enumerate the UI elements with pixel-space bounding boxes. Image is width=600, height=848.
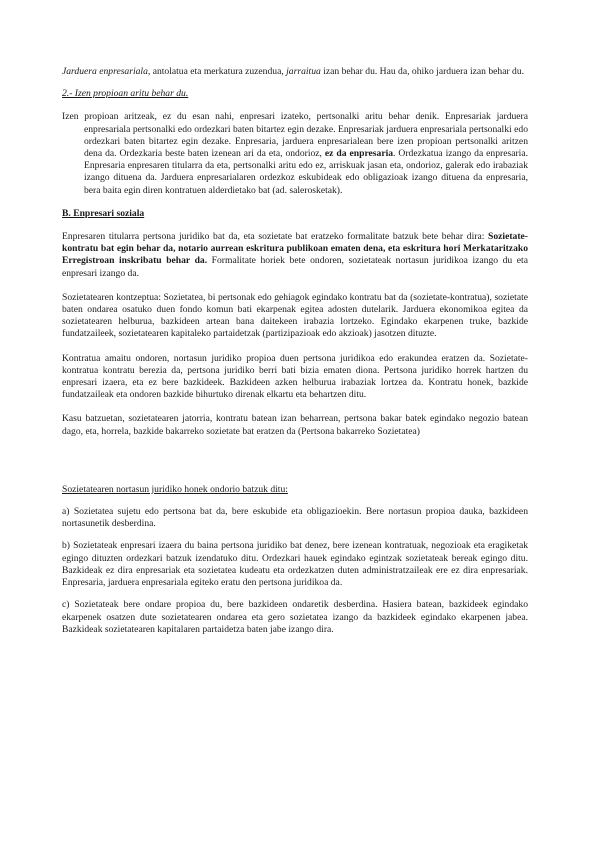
paragraph-company-concept: Sozietatearen kontzeptua: Sozietatea, bi pertsonak edo gehiagok egindako kontratu bat da (sozietate-kontratua), sozietate baten ondarea osatuko duen fondo komun bati ekarpenak egitea adosten dutelarik. Jarduera ekonomikoa egitea da sozietatearen helburua, bazkideen artean bana daitekeen irabazia lortzeko. Egindako ekarpenen truke, bazkide fundatzaileek, sozietatearen kapitaleko partaidetzak (partizipazioak edo akzioak) jasotzen dituzte. [62,291,528,340]
list-item-b: b) Sozietateak enpresari izaera du baina pertsona juridiko bat denez, bere izenean kontratuak, negozioak eta eragiketak egingo dituzten ordezkari batzuk izendatuko ditu. Ordezkari hauek egindako egintzak sozietateak bereak egingo ditu. Bazkideak ez dira enpresariak eta sozietatea kudeatu eta ordezkatzen duten administratzaileak ere ez dira enpresariak. Enpresaria, jarduera enpresariala egiteko eratu den pertsona juridikoa da. [62,540,528,589]
text-segment: Formalitate horiek bete ondoren, sozietateak nortasun juridikoa izango du eta enpresari izango da. [62,255,528,279]
paragraph-single-member: Kasu batzuetan, sozietatearen jatorria, kontratu batean izan beharrean, pertsona bakar batek egindako negozio batean dago, eta, horrela, bazkide bakarreko sozietate bat eratzen da (Pertsona bakarreko Sozietatea) [62,413,528,437]
subheading-own-name: 2.- Izen propioan aritu behar du. [62,88,189,100]
text-segment: izan behar du. Hau da, ohiko jarduera izan behar du. [320,66,525,77]
list-item-c: c) Sozietateak bere ondare propioa du, bere bazkideen ondaretik desberdina. Hasiera batean, bazkideek egindako ekarpenek osatzen dute sozietatearen ondarea eta gero sozietatea izango da bazkideek egindako ekarpenen jabea. Bazkideak sozietatearen kapitalaren partaidetza baten jabe izango dira. [62,599,528,635]
paragraph-formalities [62,231,528,280]
term-jarraitua: jarraitua [286,66,321,77]
list-item-a: a) Sozietatea sujetu edo pertsona bat da, bere eskubide eta obligazioekin. Bere nortasun propioa dauka, bazkideen nortasunetik desberdina. [62,506,528,530]
document-page [62,66,528,636]
section-heading-social-entrepreneur: B. Enpresari soziala [62,207,145,219]
text-segment: Enpresaren titularra pertsona juridiko bat da, eta sozietate bat eratzeko formalitate batzuk bete behar dira: [62,231,489,243]
heading-consequences: Sozietatearen nortasun juridiko honek ondorio batzuk ditu: [62,483,288,495]
text-segment: Izen propioan aritzeak, ez du esan nahi, enpresari izateko, pertsonalki aritu behar denik. Enpresariak jarduera enpresariala pertsonalki edo ordezkari baten bitartez egin dezake. Enpresariak jarduera enpresariala pertsonalki edo ordezkari baten bitartez egin dezake. Enpresaria, jarduera enpresarialean bere izen propioan pertsonalki aritzen dena da. Ordezkaria beste baten izenean ari da eta, ondorioz, [62,111,528,160]
paragraph-contract-end: Kontratua amaitu ondoren, nortasun juridiko propioa duen pertsona juridikoa edo erakundea eratzen da. Sozietate-kontratua kontratu berezia da, pertsona juridiko berri bati bizia ematen diona. Pertsona juridiko horrek hartzen du enpresari izaera, eta ez bere bazkideek. Bazkideen azken helburua irabaziak lortzea da. Kontratu honek, bazkide fundatzaileak eta ondoren bazkide bihurtuko direnak elkartu eta behartzen ditu. [62,352,528,401]
text-segment: . Ordezkatua izango da enpresaria. Enpresaria enpresaren titularra da eta, pertsonalki aritu edo ez, arriskuak jasan eta, ondorioz, galerak edo irabaziak izango dituena da. Jarduera enpresarialaren ordezkoz eskubideak edo obligazioak izango dituena da enpresaria, bera baita egin diren kontratuen alderdietako bat (ad. salerosketak). [84,148,528,196]
bold-not-entrepreneur: ez da enpresaria [324,148,394,160]
paragraph-own-name [62,111,528,196]
term-jarduera-enpresariala: Jarduera enpresariala [62,66,148,77]
text-segment: , antolatua eta merkatura zuzendua, [147,66,287,77]
paragraph-business-activity [62,66,528,78]
bold-contract-requirement: Sozietate-kontratu bat egin behar da, notario aurrean eskritura publikoan ematen dena, eta eskritura hori Merkataritzako Erregistroan inskribatu behar da. [62,231,528,267]
